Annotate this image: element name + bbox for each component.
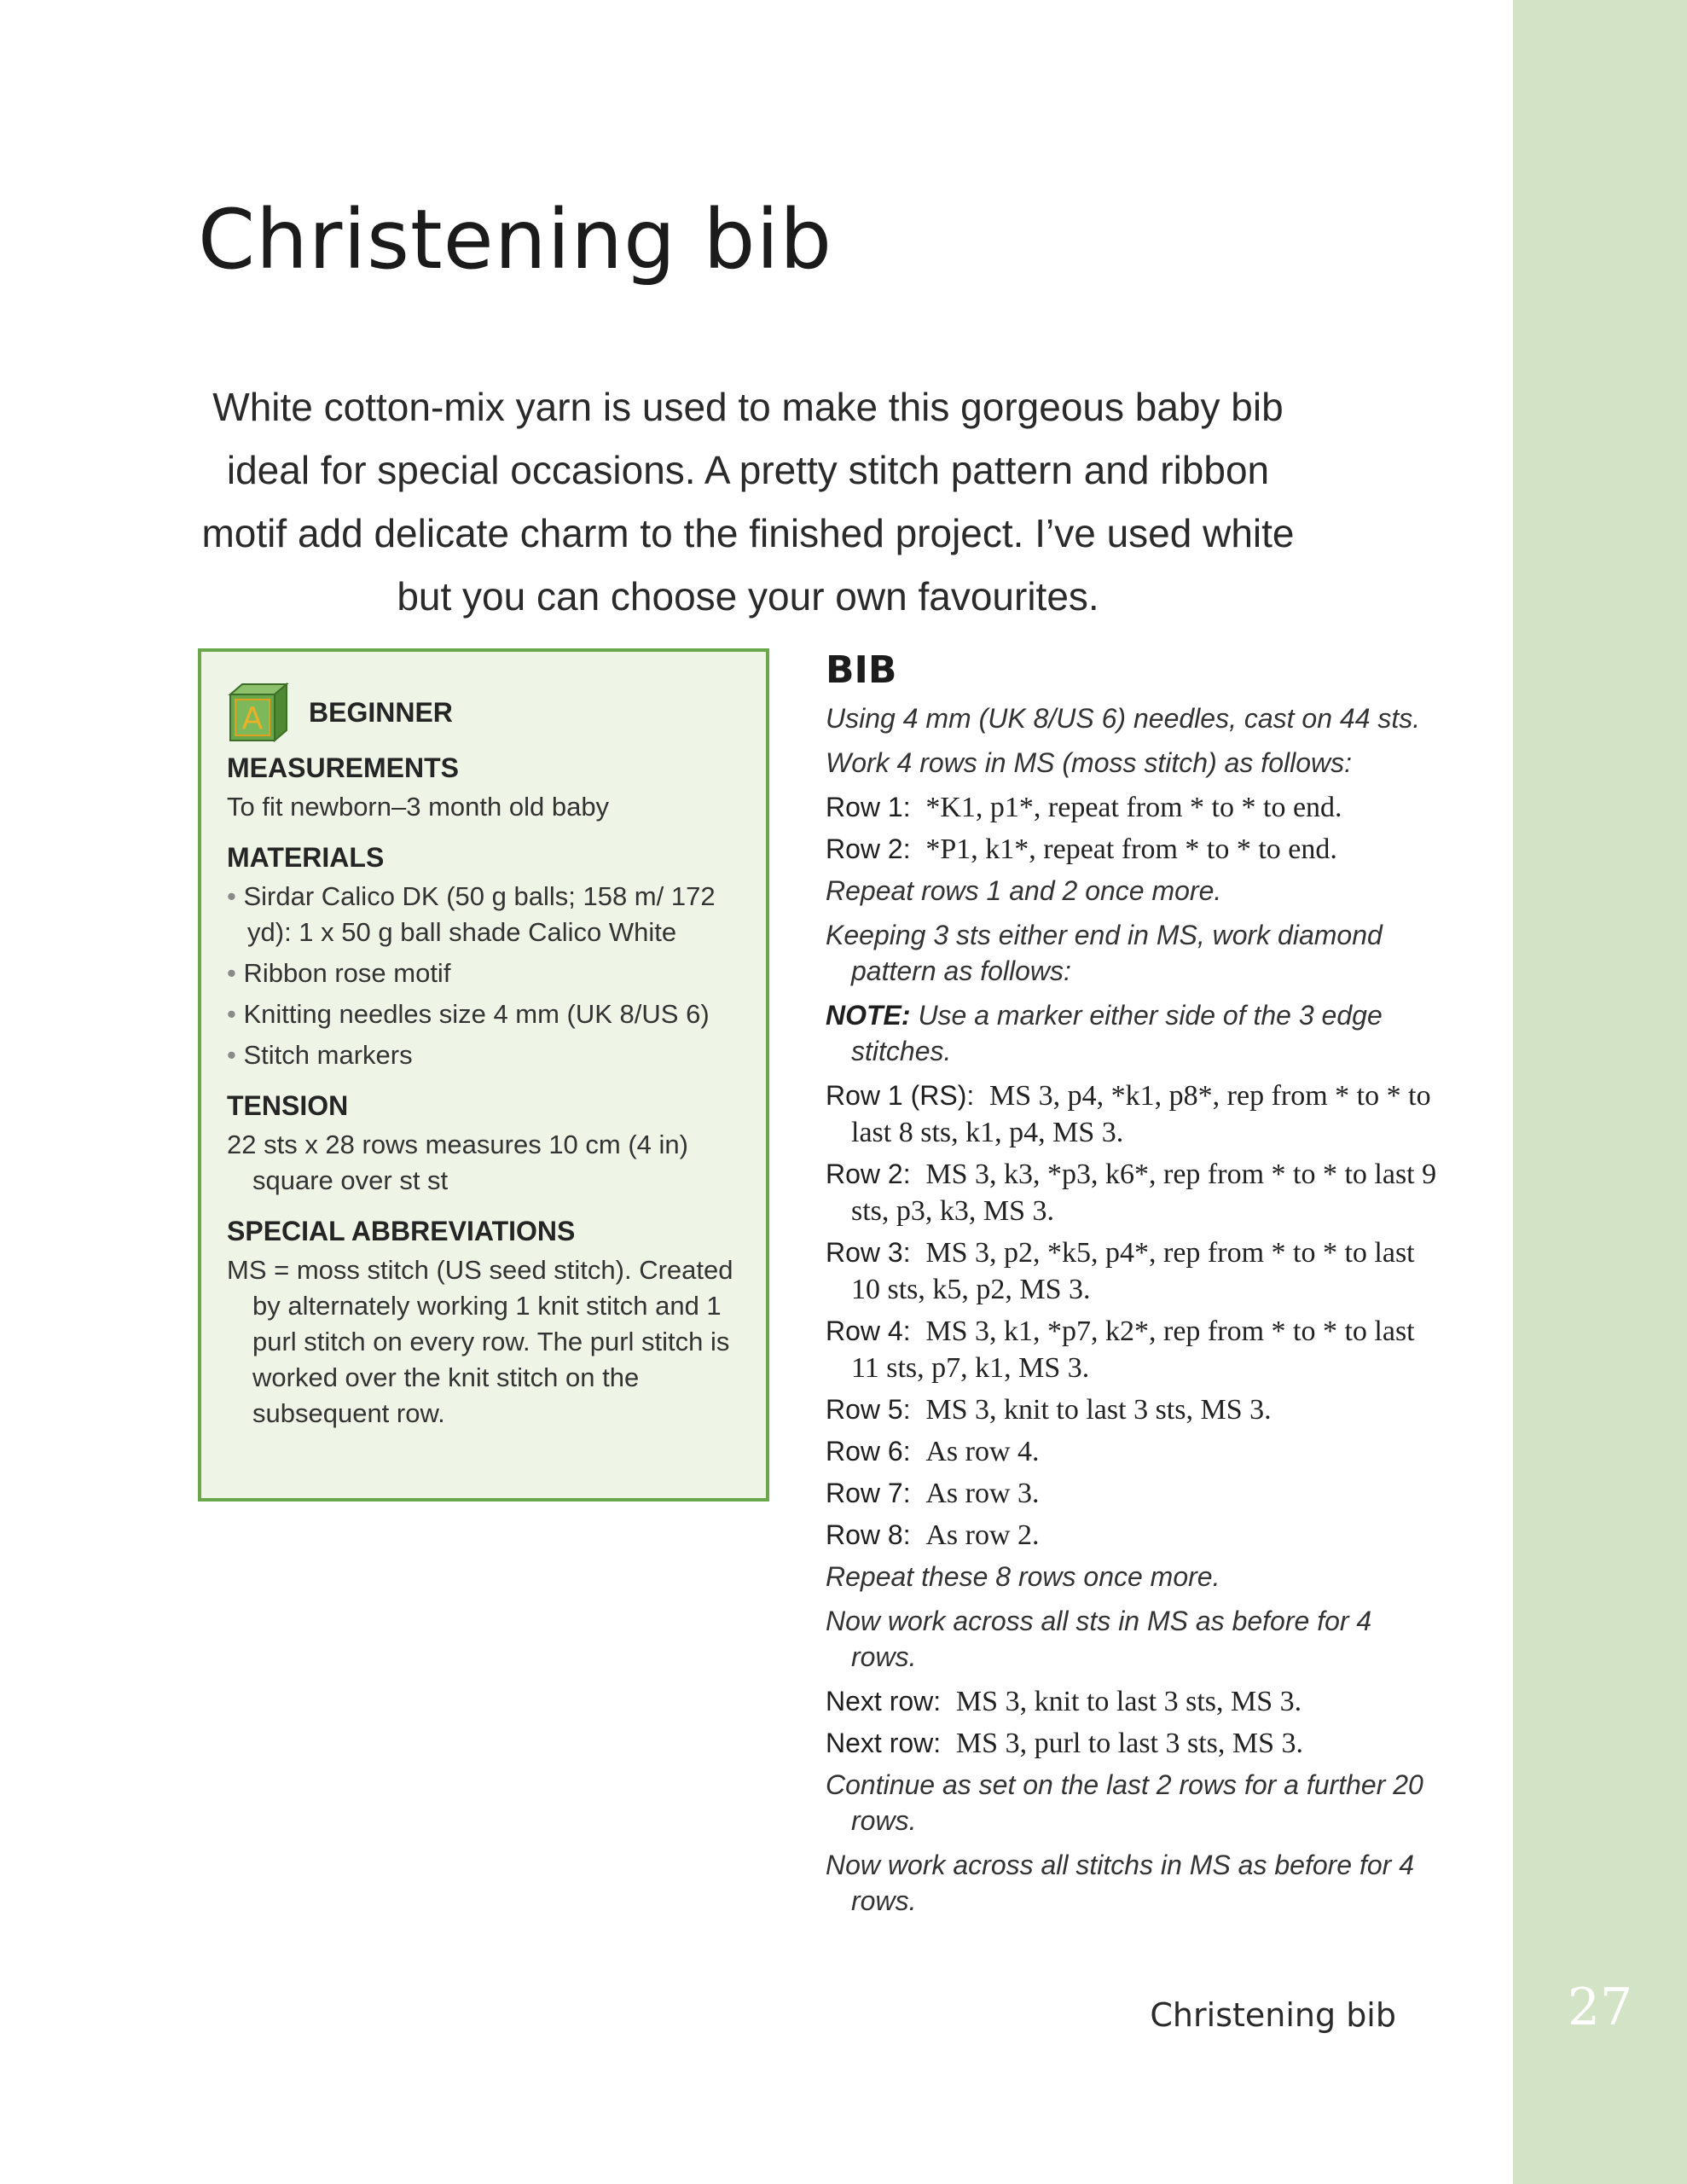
pattern-row: Row 6: As row 4.: [826, 1436, 1040, 1467]
instruction-text: Continue as set on the last 2 rows for a further 20 rows.: [826, 1769, 1423, 1836]
block-letter: A: [241, 701, 264, 736]
instruction-text: Now work across all sts in MS as before for 4 rows.: [826, 1606, 1372, 1672]
skill-level: [227, 681, 740, 744]
list-item: • Stitch markers: [227, 1040, 413, 1070]
pattern-instructions: [826, 648, 1440, 1927]
pattern-row: Row 8: As row 2.: [826, 1519, 1040, 1551]
instruction-text: Keeping 3 sts either end in MS, work diamond pattern as follows:: [826, 920, 1383, 986]
pattern-row: Row 3: MS 3, p2, *k5, p4*, rep from * to * to last 10 sts, k5, p2, MS 3.: [826, 1237, 1415, 1305]
page-title: Christening bib: [198, 192, 833, 288]
pattern-row: Next row: MS 3, knit to last 3 sts, MS 3.: [826, 1686, 1302, 1717]
instruction-text: Work 4 rows in MS (moss stitch) as follows:: [826, 747, 1352, 778]
measurements-heading: MEASUREMENTS: [227, 752, 460, 783]
pattern-row: Row 7: As row 3.: [826, 1478, 1040, 1509]
list-item: • Sirdar Calico DK (50 g balls; 158 m/ 172 yd): 1 x 50 g ball shade Calico White: [227, 881, 716, 947]
pattern-row: Row 1: *K1, p1*, repeat from * to * to end.: [826, 792, 1342, 823]
note: NOTE: Use a marker either side of the 3 edge stitches.: [826, 1000, 1383, 1066]
alphabet-block-icon: [227, 681, 290, 744]
pattern-row: Row 1 (RS): MS 3, p4, *k1, p8*, rep from * to * to last 8 sts, k1, p4, MS 3.: [826, 1080, 1431, 1148]
bib-heading: BIB: [826, 648, 897, 692]
skill-level-label: BEGINNER: [309, 696, 453, 728]
side-band: [1513, 0, 1687, 2184]
materials-list: [227, 879, 740, 1073]
footer-title: Christening bib: [1150, 1996, 1396, 2034]
instruction-text: Now work across all stitchs in MS as before for 4 rows.: [826, 1850, 1415, 1916]
pattern-row: Row 4: MS 3, k1, *p7, k2*, rep from * to * to last 11 sts, p7, k1, MS 3.: [826, 1316, 1415, 1384]
pattern-row: Next row: MS 3, purl to last 3 sts, MS 3.: [826, 1728, 1304, 1759]
page-number: 27: [1567, 1978, 1633, 2037]
list-item: • Ribbon rose motif: [227, 958, 451, 988]
measurements-text: To fit newborn–3 month old baby: [227, 792, 610, 822]
list-item: • Knitting needles size 4 mm (UK 8/US 6): [227, 999, 710, 1029]
instruction-text: Repeat these 8 rows once more.: [826, 1561, 1220, 1592]
abbreviations-heading: SPECIAL ABBREVIATIONS: [227, 1216, 576, 1246]
materials-heading: MATERIALS: [227, 842, 385, 873]
abbreviations-text: MS = moss stitch (US seed stitch). Created by alternately working 1 knit stitch and 1 purl stitch on every row. The purl stitch is worked over the knit stitch on the subsequent row.: [227, 1255, 733, 1428]
pattern-row: Row 2: MS 3, k3, *p3, k6*, rep from * to * to last 9 sts, p3, k3, MS 3.: [826, 1159, 1437, 1227]
instruction-text: Repeat rows 1 and 2 once more.: [826, 875, 1222, 906]
tension-text: 22 sts x 28 rows measures 10 cm (4 in) square over st st: [227, 1130, 688, 1195]
project-info-box: [198, 648, 769, 1502]
pattern-row: Row 5: MS 3, knit to last 3 sts, MS 3.: [826, 1394, 1272, 1426]
instruction-text: Using 4 mm (UK 8/US 6) needles, cast on 44 sts.: [826, 703, 1421, 734]
pattern-row: Row 2: *P1, k1*, repeat from * to * to end.: [826, 834, 1337, 865]
tension-heading: TENSION: [227, 1090, 349, 1121]
intro-paragraph: White cotton-mix yarn is used to make this gorgeous baby bib ideal for special occasions. A pretty stitch pattern and ribbon motif add delicate charm to the finished project. I’ve used white but you can choose your own favourites.: [201, 385, 1295, 619]
